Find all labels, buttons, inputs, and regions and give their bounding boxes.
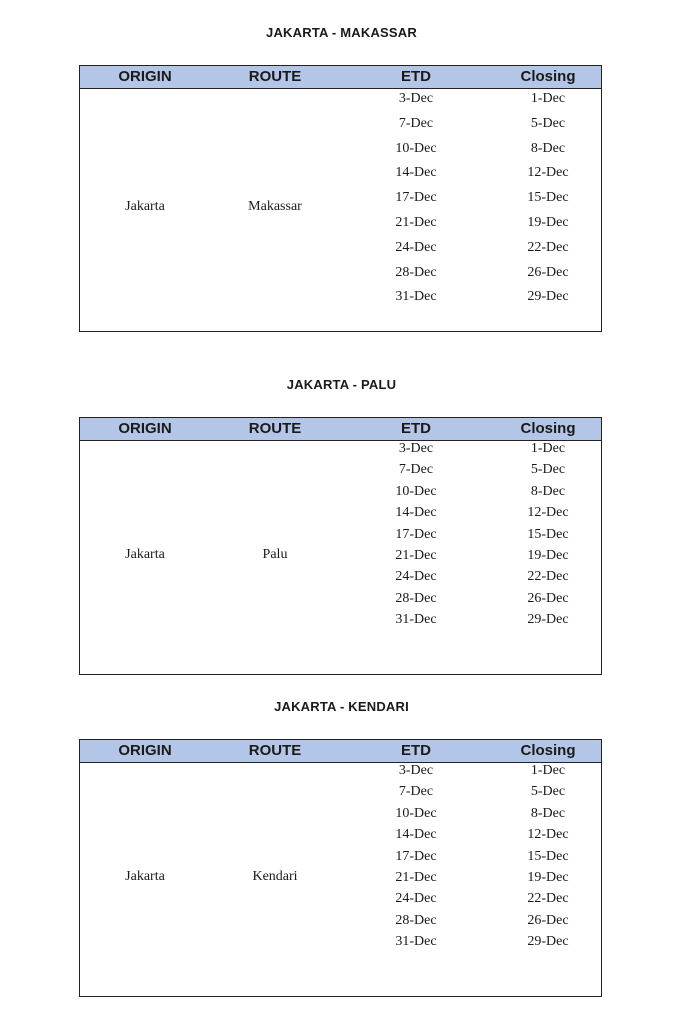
- etd-cell: 7-Dec: [398, 784, 434, 800]
- header-closing: Closing: [520, 68, 576, 85]
- closing-cell: 29-Dec: [527, 289, 569, 305]
- etd-cell: 31-Dec: [395, 934, 437, 950]
- closing-cell: 1-Dec: [530, 91, 566, 106]
- header-closing: Closing: [520, 742, 576, 759]
- origin-cell: Jakarta: [125, 869, 165, 884]
- etd-cell: 21-Dec: [395, 548, 437, 563]
- etd-cell: 10-Dec: [395, 140, 437, 156]
- header-origin: ORIGIN: [118, 68, 172, 85]
- etd-cell: 14-Dec: [395, 165, 437, 181]
- header-closing: Closing: [520, 420, 576, 437]
- closing-cell: 22-Dec: [527, 239, 569, 255]
- etd-cell: 7-Dec: [398, 462, 434, 478]
- etd-cell: 3-Dec: [398, 763, 434, 778]
- etd-cell: 21-Dec: [395, 870, 437, 885]
- etd-cell: 3-Dec: [398, 91, 434, 106]
- schedule-table-palu: [79, 417, 602, 675]
- closing-cell: 22-Dec: [527, 891, 569, 907]
- closing-cell: 19-Dec: [527, 548, 569, 563]
- closing-cell: 5-Dec: [530, 784, 566, 800]
- etd-cell: 10-Dec: [395, 483, 437, 499]
- closing-cell: 15-Dec: [527, 526, 569, 542]
- origin-cell: Jakarta: [125, 199, 165, 214]
- etd-cell: 28-Dec: [395, 590, 437, 606]
- etd-cell: 14-Dec: [395, 505, 437, 521]
- etd-cell: 10-Dec: [395, 805, 437, 821]
- etd-cell: 7-Dec: [398, 115, 434, 131]
- closing-cell: 26-Dec: [527, 264, 569, 280]
- etd-cell: 24-Dec: [395, 239, 437, 255]
- closing-cell: 1-Dec: [530, 441, 566, 456]
- closing-cell: 8-Dec: [530, 805, 566, 821]
- route-cell: Palu: [262, 547, 288, 562]
- closing-cell: 12-Dec: [527, 505, 569, 521]
- closing-cell: 8-Dec: [530, 140, 566, 156]
- table-header: [80, 66, 601, 89]
- header-route: ROUTE: [248, 420, 302, 437]
- closing-cell: 15-Dec: [527, 190, 569, 206]
- closing-cell: 19-Dec: [527, 215, 569, 230]
- header-etd: ETD: [401, 68, 431, 85]
- header-etd: ETD: [401, 742, 431, 759]
- closing-cell: 29-Dec: [527, 934, 569, 950]
- closing-cell: 26-Dec: [527, 590, 569, 606]
- header-origin: ORIGIN: [118, 420, 172, 437]
- origin-cell: Jakarta: [125, 547, 165, 562]
- etd-cell: 28-Dec: [395, 912, 437, 928]
- header-etd: ETD: [401, 420, 431, 437]
- closing-cell: 12-Dec: [527, 827, 569, 843]
- header-route: ROUTE: [248, 742, 302, 759]
- header-route: ROUTE: [248, 68, 302, 85]
- etd-cell: 24-Dec: [395, 569, 437, 585]
- closing-cell: 1-Dec: [530, 763, 566, 778]
- etd-cell: 28-Dec: [395, 264, 437, 280]
- closing-cell: 22-Dec: [527, 569, 569, 585]
- etd-cell: 3-Dec: [398, 441, 434, 456]
- section-title-makassar: JAKARTA - MAKASSAR: [266, 25, 417, 40]
- schedule-table-kendari: [79, 739, 602, 997]
- etd-cell: 17-Dec: [395, 526, 437, 542]
- closing-cell: 5-Dec: [530, 462, 566, 478]
- closing-cell: 8-Dec: [530, 483, 566, 499]
- etd-cell: 14-Dec: [395, 827, 437, 843]
- table-header: [80, 740, 601, 763]
- etd-cell: 31-Dec: [395, 612, 437, 628]
- schedule-table-makassar: [79, 65, 602, 332]
- etd-cell: 31-Dec: [395, 289, 437, 305]
- closing-cell: 15-Dec: [527, 848, 569, 864]
- table-header: [80, 418, 601, 441]
- closing-cell: 5-Dec: [530, 115, 566, 131]
- closing-cell: 19-Dec: [527, 870, 569, 885]
- route-cell: Kendari: [252, 869, 298, 884]
- section-title-kendari: JAKARTA - KENDARI: [274, 699, 409, 714]
- closing-cell: 12-Dec: [527, 165, 569, 181]
- route-cell: Makassar: [248, 199, 302, 214]
- closing-cell: 29-Dec: [527, 612, 569, 628]
- etd-cell: 24-Dec: [395, 891, 437, 907]
- etd-cell: 21-Dec: [395, 215, 437, 230]
- section-title-palu: JAKARTA - PALU: [286, 377, 397, 392]
- etd-cell: 17-Dec: [395, 190, 437, 206]
- etd-cell: 17-Dec: [395, 848, 437, 864]
- header-origin: ORIGIN: [118, 742, 172, 759]
- closing-cell: 26-Dec: [527, 912, 569, 928]
